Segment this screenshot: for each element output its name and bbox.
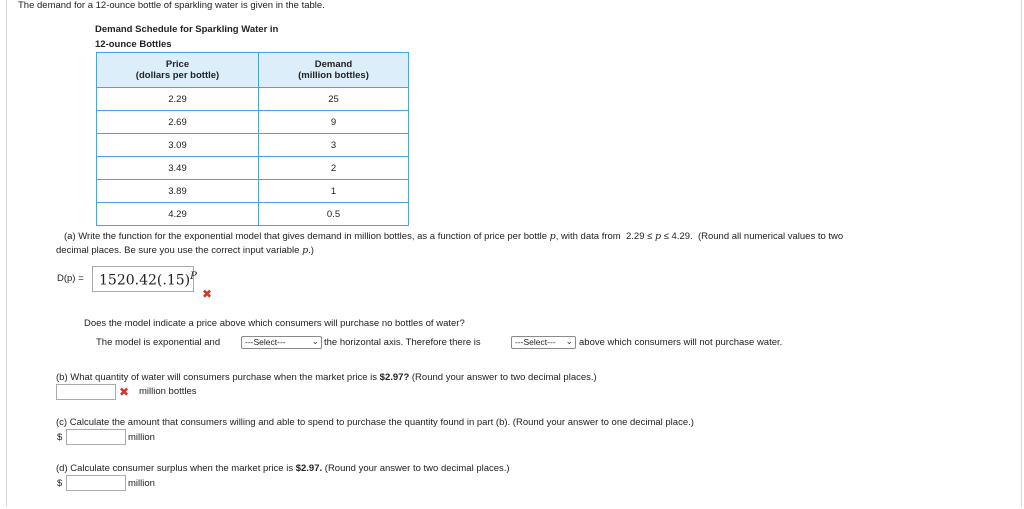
quantity-unit: million bottles: [139, 386, 197, 397]
surplus-input[interactable]: [66, 475, 126, 491]
intro-text: The demand for a 12-ounce bottle of sparkling water is given in the table.: [18, 0, 325, 11]
currency-label: $: [57, 432, 63, 443]
table-row: 3.49 2: [97, 157, 409, 180]
part-a-prompt-line2: decimal places. Be sure you use the correct input variable p.): [56, 245, 314, 256]
spending-unit: million: [128, 432, 155, 443]
table-row: 2.29 25: [97, 88, 409, 111]
table-row: 2.69 9: [97, 111, 409, 134]
part-c-prompt: (c) Calculate the amount that consumers willing and able to spend to purchase the quantity found in part (b). (Round your answer to one decimal place.): [56, 417, 694, 428]
spending-input[interactable]: [66, 429, 126, 445]
x-mark-icon: ✖: [202, 287, 213, 301]
table-title-line2: 12-ounce Bottles: [95, 39, 172, 50]
chevron-down-icon: ⌄: [565, 336, 573, 346]
table-row: 4.29 0.5: [97, 203, 409, 226]
followup-text-1: The model is exponential and: [96, 337, 221, 348]
currency-label: $: [57, 478, 63, 489]
table-row: 3.09 3: [97, 134, 409, 157]
followup-question: Does the model indicate a price above which consumers will purchase no bottles of water?: [84, 318, 465, 329]
function-answer-field[interactable]: [92, 266, 197, 292]
function-label: D(p) =: [57, 273, 84, 284]
function-answer-value: $1520.42(.15)^P$: [99, 271, 197, 289]
table-title-line1: Demand Schedule for Sparkling Water in: [95, 24, 279, 35]
x-mark-icon: ✖: [119, 385, 130, 399]
axis-relationship-select[interactable]: ---Select--- ⌄: [241, 336, 322, 349]
followup-text-3: above which consumers will not purchase water.: [579, 337, 783, 348]
part-d-prompt: (d) Calculate consumer surplus when the market price is $2.97. (Round your answer to two decimal places.): [56, 463, 510, 474]
price-existence-select[interactable]: ---Select--- ⌄: [511, 336, 576, 349]
part-a-prompt-line1: (a) Write the function for the exponential model that gives demand in million bottles, as a function of price per bottle p, with data from 2.29 ≤ p ≤ 4.29. (Round all numerical values to two: [64, 231, 844, 242]
surplus-unit: million: [128, 478, 155, 489]
followup-text-2: the horizontal axis. Therefore there is: [324, 337, 481, 348]
table-row: 3.89 1: [97, 180, 409, 203]
demand-schedule-table: [96, 52, 409, 226]
part-b-prompt: (b) What quantity of water will consumers purchase when the market price is $2.97? (Round your answer to two decimal places.): [56, 372, 597, 383]
col-header-demand: Demand (million bottles): [259, 53, 409, 88]
chevron-down-icon: ⌄: [311, 336, 319, 346]
col-header-price: Price (dollars per bottle): [97, 53, 259, 88]
quantity-input[interactable]: [56, 384, 116, 400]
